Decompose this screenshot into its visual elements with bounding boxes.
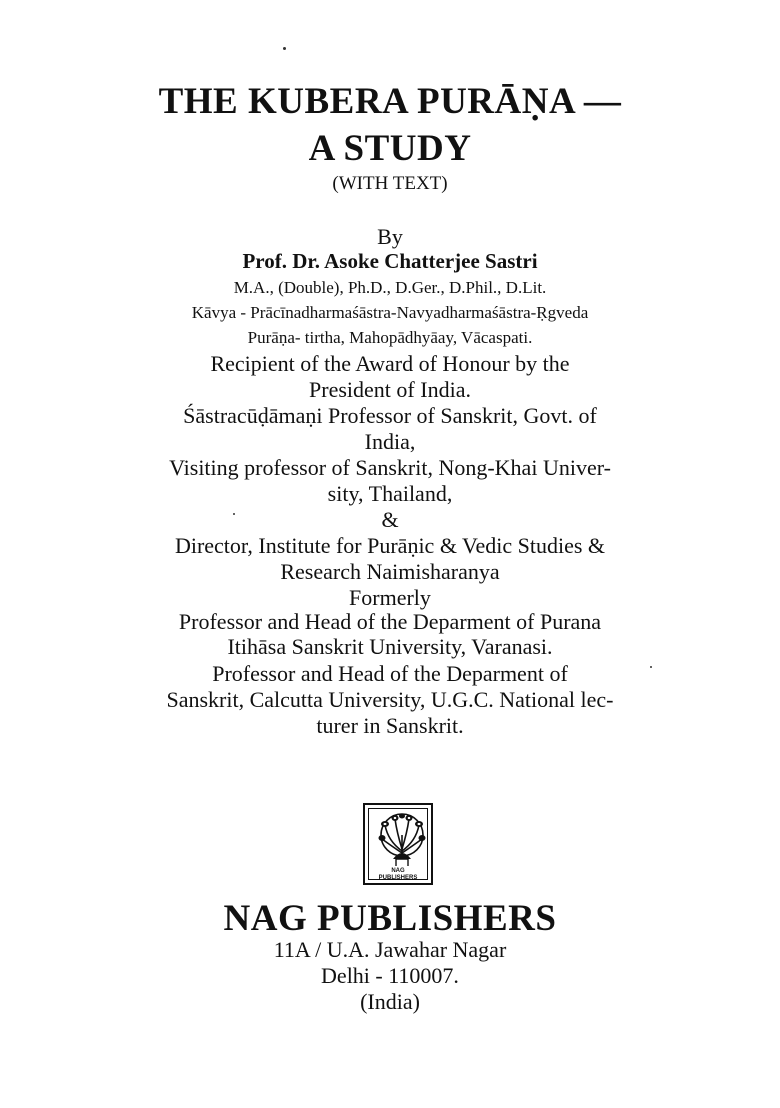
by-label: By bbox=[377, 224, 403, 249]
credential-line: Research Naimisharanya bbox=[280, 559, 500, 584]
credential-line: Recipient of the Award of Honour by the bbox=[210, 351, 570, 376]
credential-line: Formerly bbox=[349, 585, 431, 610]
credential-line: President of India. bbox=[309, 377, 471, 402]
print-speck bbox=[233, 513, 235, 515]
publisher-address-line-2: Delhi - 110007. bbox=[321, 963, 459, 988]
credential-line: turer in Sanskrit. bbox=[316, 713, 464, 738]
author-titles-line-2: Purāṇa- tirtha, Mahopādhyāay, Vācaspati. bbox=[247, 328, 533, 347]
logo-text-publishers: PUBLISHERS bbox=[378, 875, 418, 881]
credential-line: Professor and Head of the Deparment of bbox=[212, 661, 568, 686]
publisher-logo bbox=[363, 803, 433, 885]
logo-frame bbox=[368, 808, 428, 880]
logo-text-nag: NAG bbox=[391, 868, 405, 874]
credential-line: & bbox=[381, 507, 399, 532]
credential-line: Sanskrit, Calcutta University, U.G.C. National lec- bbox=[166, 687, 614, 712]
author-name: Prof. Dr. Asoke Chatterjee Sastri bbox=[242, 249, 538, 273]
author-degrees: M.A., (Double), Ph.D., D.Ger., D.Phil., D.Lit. bbox=[233, 278, 547, 297]
book-subtitle: (WITH TEXT) bbox=[332, 173, 448, 194]
peacock-logo-icon bbox=[373, 811, 431, 869]
publisher-name: NAG PUBLISHERS bbox=[223, 898, 557, 939]
credential-line: Itihāsa Sanskrit University, Varanasi. bbox=[227, 634, 553, 659]
print-speck bbox=[283, 47, 286, 50]
credential-line: sity, Thailand, bbox=[327, 481, 453, 506]
author-titles-line-1: Kāvya - Prācīnadharmaśāstra-Navyadharmaśāstra-Ṛgveda bbox=[191, 303, 589, 322]
credential-line: Director, Institute for Purāṇic & Vedic Studies & bbox=[174, 533, 606, 558]
credential-line: Visiting professor of Sanskrit, Nong-Khai Univer- bbox=[169, 455, 611, 480]
credential-line: Śāstracūḍāmaṇi Professor of Sanskrit, Govt. of bbox=[183, 403, 597, 428]
credential-line: Professor and Head of the Deparment of Purana bbox=[178, 609, 602, 634]
publisher-address-line-3: (India) bbox=[360, 989, 420, 1014]
credential-line: India, bbox=[364, 429, 416, 454]
publisher-address-line-1: 11A / U.A. Jawahar Nagar bbox=[273, 937, 507, 962]
book-title-line-1: THE KUBERA PURĀṆA — bbox=[158, 81, 622, 122]
print-speck bbox=[650, 666, 652, 668]
book-title-line-2: A STUDY bbox=[308, 128, 472, 169]
